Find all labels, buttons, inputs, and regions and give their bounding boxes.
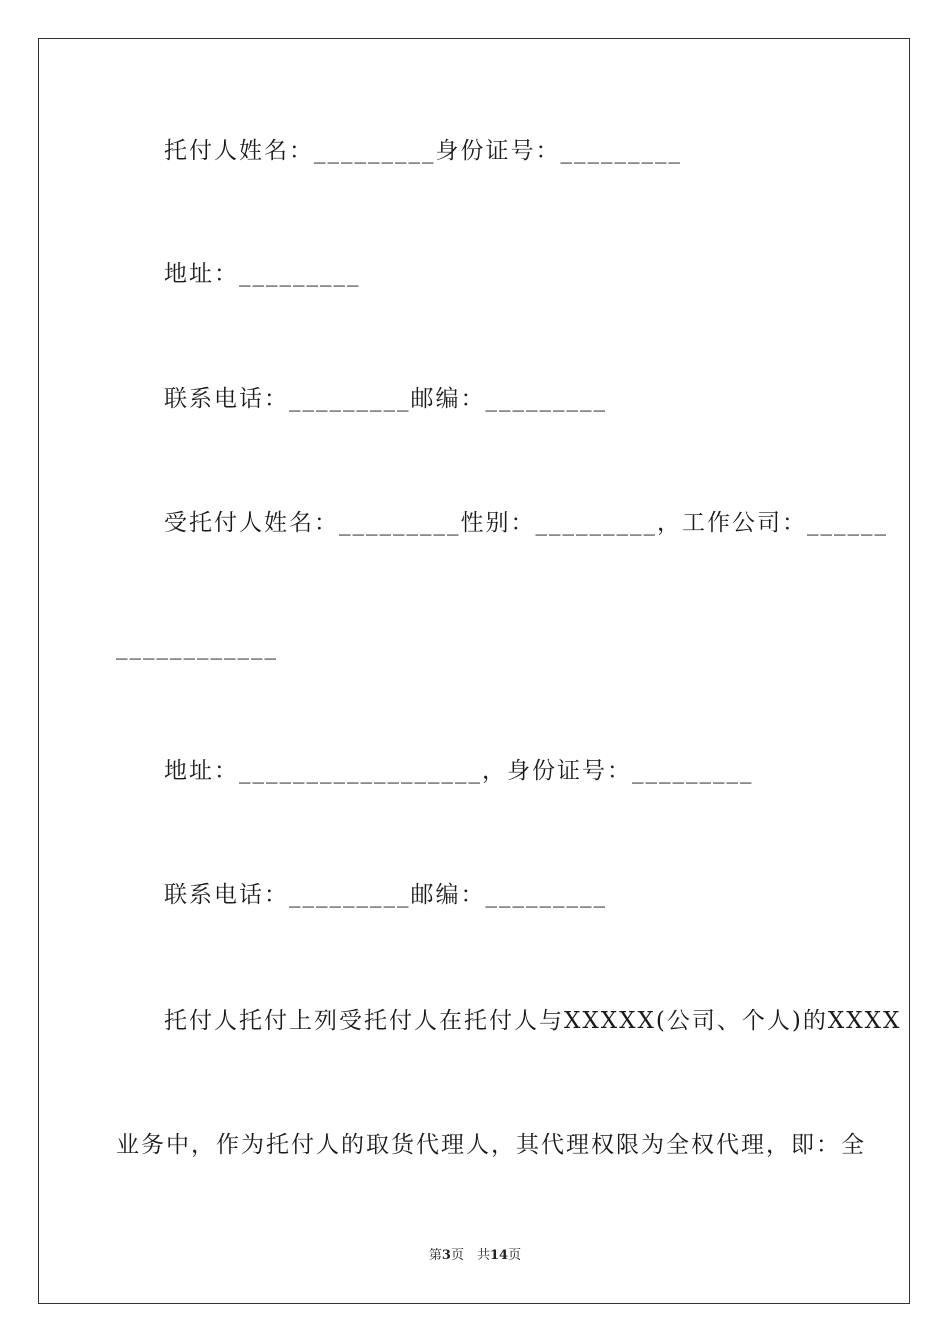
- consignor-address-line: 地址：_________: [164, 261, 361, 287]
- consignor-name-id-line: 托付人姓名：_________身份证号：_________: [164, 138, 682, 164]
- agent-phone-postcode-line: 联系电话：_________邮编：_________: [164, 882, 607, 908]
- page-current: 3: [441, 1248, 451, 1263]
- page-number-footer: [0, 1248, 950, 1264]
- agent-address-id-line: 地址：__________________，身份证号：_________: [164, 758, 754, 784]
- page-label-mid: 页 共: [450, 1248, 490, 1263]
- authorization-paragraph-line-1: 托付人托付上列受托付人在托付人与XXXXX(公司、个人)的XXXX: [164, 1008, 902, 1034]
- page-total: 14: [489, 1248, 509, 1263]
- agent-company-continuation-line: ____________: [116, 634, 278, 660]
- page-label-prefix: 第: [428, 1248, 442, 1263]
- page-label-suffix: 页: [508, 1248, 522, 1263]
- agent-name-gender-company-line: 受托付人姓名：_________性别：_________，工作公司：______: [164, 510, 888, 536]
- page-frame: [38, 38, 910, 1304]
- consignor-phone-postcode-line: 联系电话：_________邮编：_________: [164, 386, 607, 412]
- authorization-paragraph-line-2: 业务中，作为托付人的取货代理人，其代理权限为全权代理，即：全: [116, 1132, 866, 1158]
